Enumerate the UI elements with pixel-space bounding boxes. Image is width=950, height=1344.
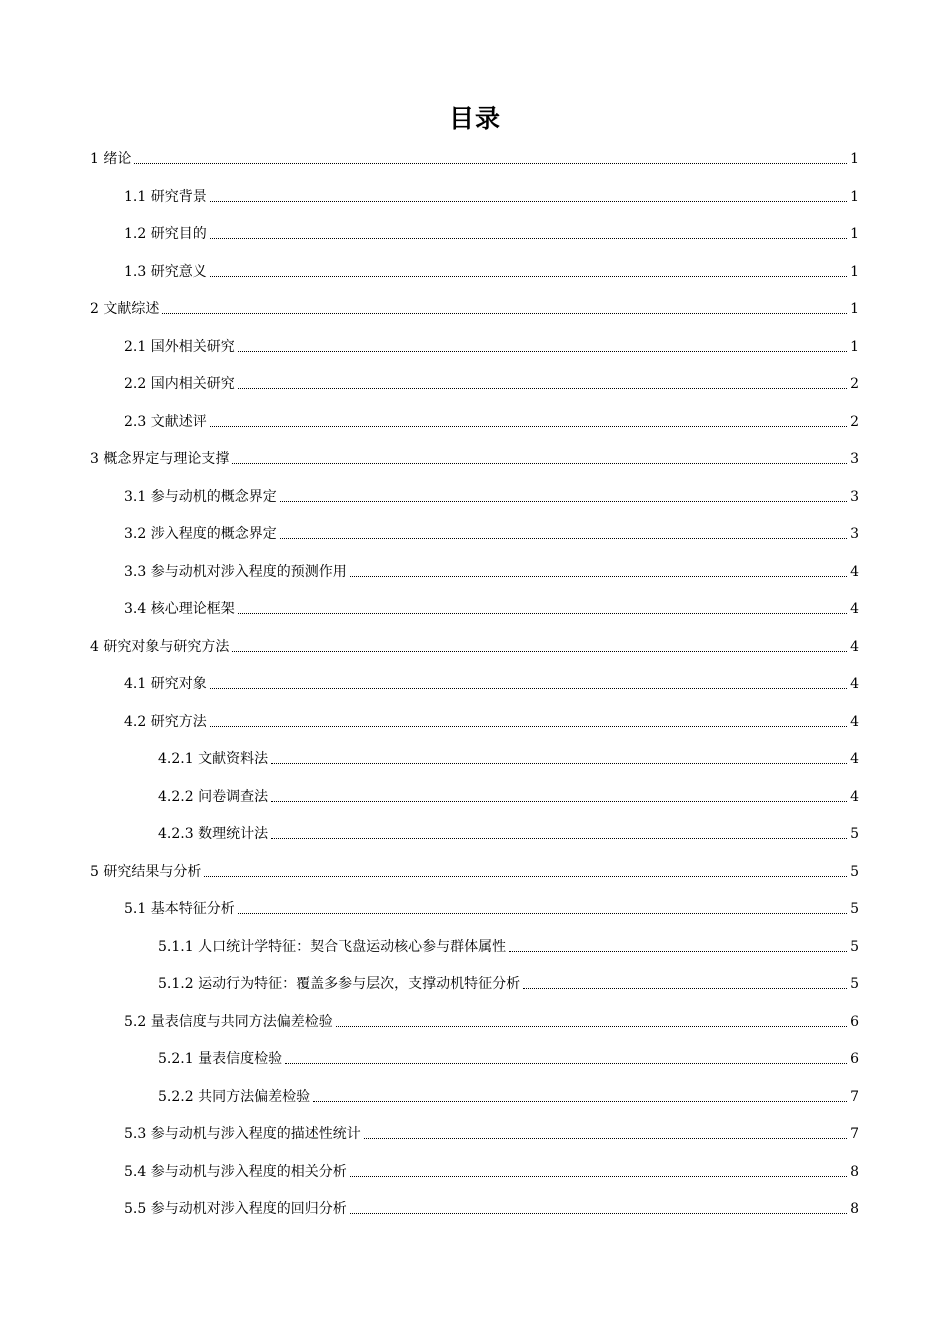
toc-dot-leader xyxy=(271,800,847,802)
toc-page-number: 7 xyxy=(850,1089,859,1105)
toc-entry-label: 5.5 参与动机对涉入程度的回归分析 xyxy=(124,1201,347,1217)
toc-entry[interactable] xyxy=(124,1161,859,1181)
toc-entry-label: 3.3 参与动机对涉入程度的预测作用 xyxy=(124,564,347,580)
toc-entry-label: 3.4 核心理论框架 xyxy=(124,601,235,617)
toc-page-number: 7 xyxy=(850,1126,859,1142)
toc-dot-leader xyxy=(285,1062,847,1064)
toc-page-number: 4 xyxy=(850,751,859,767)
toc-entry-label: 2.2 国内相关研究 xyxy=(124,376,235,392)
toc-entry[interactable] xyxy=(158,973,859,993)
toc-dot-leader xyxy=(509,950,847,952)
toc-entry[interactable] xyxy=(124,1123,859,1143)
toc-entry-label: 5.3 参与动机与涉入程度的描述性统计 xyxy=(124,1126,361,1142)
toc-page-number: 1 xyxy=(850,151,859,167)
toc-entry-label: 3.2 涉入程度的概念界定 xyxy=(124,526,277,542)
toc-entry-label: 1.2 研究目的 xyxy=(124,226,207,242)
toc-dot-leader xyxy=(523,987,847,989)
toc-dot-leader xyxy=(210,725,847,727)
toc-entry-label: 1.1 研究背景 xyxy=(124,189,207,205)
toc-entry-label: 4.2.2 问卷调查法 xyxy=(158,789,269,805)
toc-page-number: 8 xyxy=(850,1201,859,1217)
toc-page-number: 5 xyxy=(850,901,859,917)
toc-entry[interactable] xyxy=(124,261,859,281)
toc-entry[interactable] xyxy=(124,673,859,693)
toc-dot-leader xyxy=(280,537,847,539)
toc-dot-leader xyxy=(313,1100,847,1102)
toc-entry[interactable] xyxy=(158,1048,859,1068)
toc-entry[interactable] xyxy=(124,1011,859,1031)
toc-dot-leader xyxy=(350,1175,847,1177)
toc-page-number: 1 xyxy=(850,189,859,205)
toc-page-number: 1 xyxy=(850,339,859,355)
toc-page-number: 4 xyxy=(850,564,859,580)
toc-entry[interactable] xyxy=(90,636,859,656)
toc-entry-label: 4 研究对象与研究方法 xyxy=(90,639,230,655)
toc-entry-label: 5.1.2 运动行为特征：覆盖多参与层次，支撑动机特征分析 xyxy=(158,976,521,992)
toc-entry-label: 5.2 量表信度与共同方法偏差检验 xyxy=(124,1014,333,1030)
toc-page-number: 4 xyxy=(850,676,859,692)
toc-page-number: 3 xyxy=(850,489,859,505)
toc-entry[interactable] xyxy=(124,523,859,543)
toc-entry-label: 3.1 参与动机的概念界定 xyxy=(124,489,277,505)
toc-entry[interactable] xyxy=(124,711,859,731)
toc-page-number: 5 xyxy=(850,826,859,842)
toc-entry[interactable] xyxy=(124,561,859,581)
toc-entry[interactable] xyxy=(158,1086,859,1106)
toc-dot-leader xyxy=(238,612,847,614)
toc-entry-label: 5.2.2 共同方法偏差检验 xyxy=(158,1089,311,1105)
toc-entry[interactable] xyxy=(124,598,859,618)
toc-page-number: 4 xyxy=(850,789,859,805)
toc-entry-label: 4.1 研究对象 xyxy=(124,676,207,692)
toc-entry[interactable] xyxy=(90,448,859,468)
toc-entry-label: 2.1 国外相关研究 xyxy=(124,339,235,355)
toc-entry[interactable] xyxy=(158,823,859,843)
toc-entry[interactable] xyxy=(158,748,859,768)
toc-dot-leader xyxy=(204,875,847,877)
toc-dot-leader xyxy=(336,1025,847,1027)
toc-page-number: 2 xyxy=(850,414,859,430)
toc-page-number: 3 xyxy=(850,451,859,467)
toc-entry-label: 2.3 文献述评 xyxy=(124,414,207,430)
toc-entry[interactable] xyxy=(90,861,859,881)
toc-entry[interactable] xyxy=(124,186,859,206)
toc-entry-label: 5.1.1 人口统计学特征：契合飞盘运动核心参与群体属性 xyxy=(158,939,507,955)
toc-entry[interactable] xyxy=(124,223,859,243)
toc-entry-label: 5.1 基本特征分析 xyxy=(124,901,235,917)
toc-dot-leader xyxy=(238,387,847,389)
toc-dot-leader xyxy=(350,1212,847,1214)
toc-dot-leader xyxy=(271,837,847,839)
toc-page-number: 4 xyxy=(850,714,859,730)
toc-entry-label: 5 研究结果与分析 xyxy=(90,864,202,880)
toc-entry[interactable] xyxy=(90,148,859,168)
toc-page-number: 1 xyxy=(850,301,859,317)
toc-entry-label: 1 绪论 xyxy=(90,151,132,167)
toc-dot-leader xyxy=(238,350,847,352)
toc-dot-leader xyxy=(238,912,847,914)
toc-dot-leader xyxy=(134,162,847,164)
toc-dot-leader xyxy=(162,312,847,314)
toc-dot-leader xyxy=(280,500,847,502)
toc-page-number: 5 xyxy=(850,939,859,955)
toc-entry-label: 5.4 参与动机与涉入程度的相关分析 xyxy=(124,1164,347,1180)
toc-entry[interactable] xyxy=(124,336,859,356)
toc-dot-leader xyxy=(210,687,847,689)
toc-page-number: 6 xyxy=(850,1014,859,1030)
toc-entry[interactable] xyxy=(124,373,859,393)
toc-page-number: 5 xyxy=(850,864,859,880)
toc-entry-label: 4.2.1 文献资料法 xyxy=(158,751,269,767)
toc-entry-label: 5.2.1 量表信度检验 xyxy=(158,1051,283,1067)
toc-page-number: 5 xyxy=(850,976,859,992)
toc-page-number: 3 xyxy=(850,526,859,542)
toc-dot-leader xyxy=(210,200,847,202)
toc-entry[interactable] xyxy=(124,1198,859,1218)
toc-entry-label: 4.2.3 数理统计法 xyxy=(158,826,269,842)
toc-entry[interactable] xyxy=(90,298,859,318)
toc-page-number: 4 xyxy=(850,601,859,617)
toc-page-number: 1 xyxy=(850,226,859,242)
toc-dot-leader xyxy=(210,425,847,427)
toc-dot-leader xyxy=(271,762,847,764)
toc-dot-leader xyxy=(364,1137,847,1139)
toc-page-number: 1 xyxy=(850,264,859,280)
toc-title: 目录 xyxy=(448,104,501,133)
toc-entry[interactable] xyxy=(158,786,859,806)
toc-page-number: 4 xyxy=(850,639,859,655)
toc-entry-label: 4.2 研究方法 xyxy=(124,714,207,730)
toc-page-number: 2 xyxy=(850,376,859,392)
toc-dot-leader xyxy=(350,575,847,577)
toc-entry[interactable] xyxy=(124,486,859,506)
toc-dot-leader xyxy=(210,275,847,277)
toc-page-number: 6 xyxy=(850,1051,859,1067)
toc-entry-label: 2 文献综述 xyxy=(90,301,160,317)
toc-dot-leader xyxy=(232,462,847,464)
toc-entry-label: 3 概念界定与理论支撑 xyxy=(90,451,230,467)
toc-entry[interactable] xyxy=(124,898,859,918)
toc-page-number: 8 xyxy=(850,1164,859,1180)
toc-dot-leader xyxy=(210,237,847,239)
toc-entry[interactable] xyxy=(158,936,859,956)
toc-entry-label: 1.3 研究意义 xyxy=(124,264,207,280)
toc-entry[interactable] xyxy=(124,411,859,431)
toc-dot-leader xyxy=(232,650,847,652)
